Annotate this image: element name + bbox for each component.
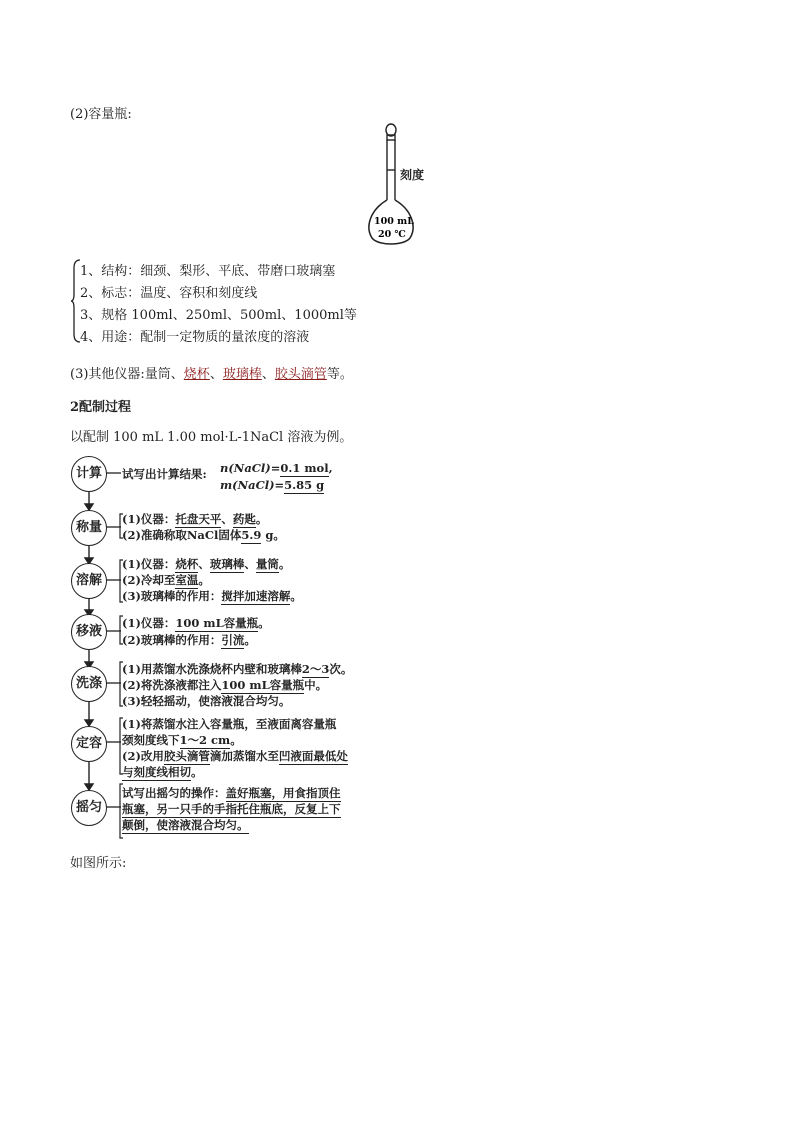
other-instruments: (3)其他仪器:量筒、烧杯、玻璃棒、胶头滴管等。 — [70, 367, 353, 382]
flask-mark-label: 刻度 — [400, 168, 425, 182]
calc-n: n(NaCl)=0.1 mol, — [220, 461, 333, 475]
wash-line-2: (2)将洗涤液都注入100 mL容量瓶中。 — [122, 678, 328, 692]
flask-structure: 1、结构：细颈、梨形、平底、带磨口玻璃塞 — [80, 264, 336, 279]
calc-m: m(NaCl)=5.85 g — [220, 478, 325, 492]
flask-marks: 2、标志：温度、容积和刻度线 — [80, 286, 258, 301]
shake-line-1: 试写出摇匀的操作：盖好瓶塞，用食指顶住 — [122, 786, 341, 800]
beaker-link: 烧杯 — [183, 367, 210, 382]
dissolve-line-1: (1)仪器：烧杯、玻璃棒、量筒。 — [122, 557, 291, 571]
flask-usage: 4、用途：配制一定物质的量浓度的溶液 — [80, 330, 310, 345]
step-dissolve: 溶解 — [71, 563, 107, 599]
flask-sizes: 3、规格 100ml、250ml、500ml、1000ml等 — [80, 308, 357, 323]
flask-volume-label: 100 mL — [374, 216, 414, 227]
wash-line-1: (1)用蒸馏水洗涤烧杯内壁和玻璃棒2～3次。 — [122, 662, 353, 676]
step-transfer: 移液 — [71, 614, 107, 650]
calc-lead: 试写出计算结果: — [122, 467, 207, 481]
shake-line-3: 颠倒，使溶液混合均匀。 — [122, 818, 249, 832]
step-calculate: 计算 — [71, 456, 107, 492]
transfer-line-1: (1)仪器：100 mL容量瓶。 — [122, 616, 270, 630]
volume-line-1: (1)将蒸馏水注入容量瓶，至液面离容量瓶 — [122, 717, 337, 731]
step-wash: 洗涤 — [71, 666, 107, 702]
transfer-line-2: (2)玻璃棒的作用：引流。 — [122, 633, 256, 647]
glass-rod-link: 玻璃棒 — [222, 367, 262, 382]
volumetric-flask-diagram — [360, 122, 440, 250]
caption: 如图所示: — [70, 856, 127, 871]
step-constant-volume: 定容 — [71, 726, 107, 762]
heading-volumetric-flask: (2)容量瓶: — [70, 107, 132, 122]
dissolve-line-3: (3)玻璃棒的作用：搅拌加速溶解。 — [122, 589, 302, 603]
heading-preparation: 2配制过程 — [70, 400, 132, 415]
wash-line-3: (3)轻轻摇动，使溶液混合均匀。 — [122, 694, 291, 708]
volume-line-2: 颈刻度线下1～2 cm。 — [122, 733, 242, 747]
shake-line-2: 瓶塞，另一只手的手指托住瓶底，反复上下 — [122, 802, 341, 816]
dissolve-line-2: (2)冷却至室温。 — [122, 573, 210, 587]
weigh-line-2: (2)准确称取NaCl固体5.9 g。 — [122, 528, 285, 542]
volume-line-4: 与刻度线相切。 — [122, 765, 203, 779]
flask-temp-label: 20 ℃ — [378, 229, 406, 240]
weigh-line-1: (1)仪器：托盘天平、药匙。 — [122, 512, 268, 526]
example-text: 以配制 100 mL 1.00 mol·L-1NaCl 溶液为例。 — [70, 430, 353, 445]
step-weigh: 称量 — [71, 510, 107, 546]
dropper-link: 胶头滴管 — [274, 367, 327, 382]
volume-line-3: (2)改用胶头滴管滴加蒸馏水至凹液面最低处 — [122, 749, 348, 763]
step-shake: 摇匀 — [71, 790, 107, 826]
